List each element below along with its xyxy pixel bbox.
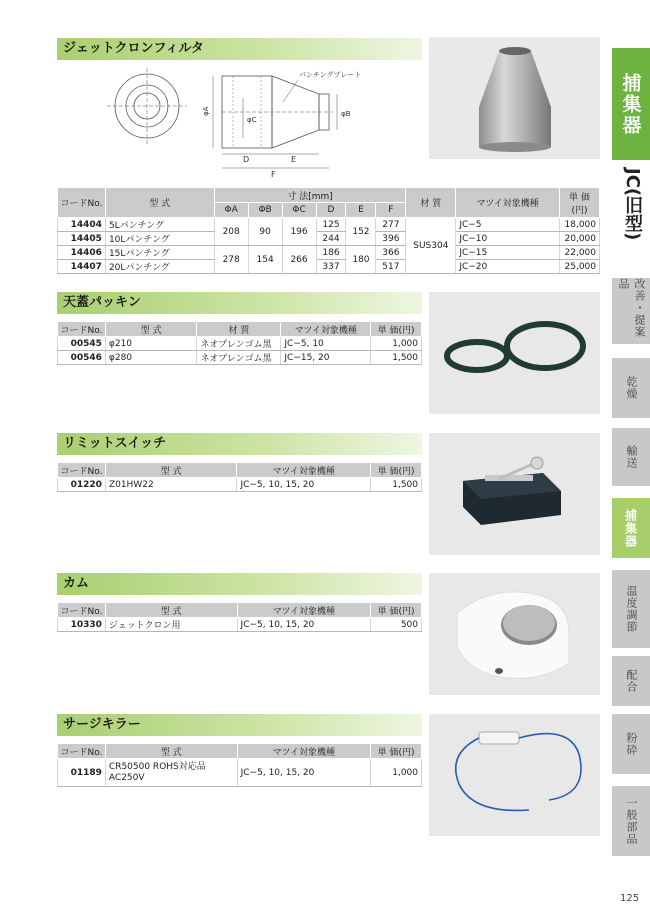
col-phi-c: ΦC [282,203,316,218]
machine-cell: JC−5, 10, 15, 20 [237,478,371,492]
table-row [58,218,600,232]
price-cell: 1,000 [371,759,422,787]
sidebar-tab-improvement[interactable]: 改善・提案品 [612,278,650,344]
e-cell: 180 [346,246,376,274]
code-cell: 00545 [58,337,106,351]
code-cell: 14404 [58,218,106,232]
phi-c-cell: 266 [282,246,316,274]
model-cell: φ210 [105,337,197,351]
material-cell: ネオプレンゴム黒 [197,337,281,351]
section-title-packing: 天蓋パッキン [57,292,422,314]
table-row [58,232,600,246]
dim-d: D [243,155,250,164]
machine-cell: JC−5, 10, 15, 20 [237,618,371,632]
f-cell: 396 [376,232,406,246]
col-model: 型 式 [105,744,237,759]
price-cell: 25,000 [559,260,599,274]
cam-table [57,602,422,632]
phi-a-cell: 278 [214,246,248,274]
col-price: 単 価(円) [371,603,422,618]
price-cell: 1,000 [371,337,422,351]
price-cell: 1,500 [371,351,422,365]
dim-b: φB [341,110,351,118]
d-cell: 337 [316,260,346,274]
col-phi-a: ΦA [214,203,248,218]
d-cell: 244 [316,232,346,246]
col-model: 型 式 [105,188,214,218]
phi-b-cell: 90 [248,218,282,246]
machine-cell: JC−15 [456,246,560,260]
dim-a: φA [202,106,210,116]
col-code: コードNo. [58,744,106,759]
col-machine: マツイ対象機種 [237,463,371,478]
col-code: コードNo. [58,322,106,337]
category-label: 捕集器 [619,72,642,136]
sidebar-tab-crushing[interactable]: 粉砕 [612,714,650,774]
dim-e: E [291,155,297,164]
packing-photo [429,292,600,414]
phi-a-cell: 208 [214,218,248,246]
table-row [58,260,600,274]
side-view [213,76,337,168]
model-cell: 15Lパンチング [105,246,214,260]
price-cell: 20,000 [559,232,599,246]
col-model: 型 式 [105,322,197,337]
code-cell: 01189 [58,759,106,787]
col-code: コードNo. [58,188,106,218]
surge-killer-photo [429,714,600,836]
col-price: 単 価(円) [559,188,599,218]
machine-cell: JC−5 [456,218,560,232]
dim-f: F [271,170,276,178]
table-row [58,246,600,260]
col-code: コードNo. [58,463,106,478]
machine-cell: JC−15, 20 [281,351,371,365]
col-phi-b: ΦB [248,203,282,218]
col-machine: マツイ対象機種 [456,188,560,218]
sidebar-tab-conveying[interactable]: 輸送 [612,428,650,486]
limit-switch-table [57,462,422,492]
table-row [58,759,422,787]
phi-b-cell: 154 [248,246,282,274]
page-number: 125 [620,893,640,904]
f-cell: 366 [376,246,406,260]
cam-photo [429,573,600,695]
code-cell: 14407 [58,260,106,274]
model-line-2: AC250V [108,772,145,783]
section-title-limit-switch: リミットスイッチ [57,433,422,455]
col-price: 単 価(円) [371,322,422,337]
col-model: 型 式 [105,463,237,478]
d-cell: 125 [316,218,346,232]
col-e: E [346,203,376,218]
dim-c: φC [247,116,257,124]
code-cell: 14405 [58,232,106,246]
col-code: コードNo. [58,603,106,618]
filter-drawing [105,62,370,178]
col-material: 材 質 [197,322,281,337]
price-cell: 18,000 [559,218,599,232]
code-cell: 10330 [58,618,106,632]
sidebar-tab-collector[interactable]: 捕集器 [612,498,650,558]
code-cell: 01220 [58,478,106,492]
e-cell: 152 [346,218,376,246]
col-price: 単 価(円) [371,744,422,759]
col-d: D [316,203,346,218]
surge-killer-table [57,743,422,787]
col-price: 単 価(円) [371,463,422,478]
phi-c-cell: 196 [282,218,316,246]
sidebar-tab-general-parts[interactable]: 一般部品 [612,786,650,856]
model-cell: 10Lパンチング [105,232,214,246]
category-tab-main [612,48,650,160]
sidebar-tab-drying[interactable]: 乾燥 [612,358,650,418]
model-cell: ジェットクロン用 [105,618,237,632]
price-cell: 500 [371,618,422,632]
col-model: 型 式 [105,603,237,618]
col-f: F [376,203,406,218]
section-title-filter: ジェットクロンフィルタ [57,38,422,60]
code-cell: 00546 [58,351,106,365]
f-cell: 517 [376,260,406,274]
punching-plate-label: パンチングプレート [299,71,362,79]
model-cell [105,759,237,787]
f-cell: 277 [376,218,406,232]
model-line-1: CR50500 ROHS対応品 [108,761,206,772]
model-cell: 5Lパンチング [105,218,214,232]
d-cell: 186 [316,246,346,260]
packing-table [57,321,422,365]
filter-table [57,187,600,274]
col-machine: マツイ対象機種 [237,603,371,618]
material-cell: SUS304 [406,218,456,274]
model-cell: φ280 [105,351,197,365]
price-cell: 1,500 [371,478,422,492]
col-material: 材 質 [406,188,456,218]
material-cell: ネオプレンゴム黒 [197,351,281,365]
limit-switch-photo [429,433,600,555]
section-title-surge-killer: サージキラー [57,714,422,736]
model-cell: Z01HW22 [105,478,237,492]
sidebar-tab-temperature[interactable]: 温度調節 [612,570,650,648]
code-cell: 14406 [58,246,106,260]
machine-cell: JC−5, 10 [281,337,371,351]
sidebar-tab-blending[interactable]: 配合 [612,656,650,706]
table-row [58,478,422,492]
machine-cell: JC−10 [456,232,560,246]
end-view [107,68,187,144]
machine-cell: JC−20 [456,260,560,274]
filter-photo [429,37,600,159]
col-machine: マツイ対象機種 [281,322,371,337]
col-machine: マツイ対象機種 [237,744,371,759]
series-label: JC(旧型) [622,168,643,241]
col-dims: 寸 法[mm] [214,188,406,203]
table-row [58,337,422,351]
machine-cell: JC−5, 10, 15, 20 [237,759,371,787]
table-row [58,351,422,365]
model-cell: 20Lパンチング [105,260,214,274]
price-cell: 22,000 [559,246,599,260]
table-row [58,618,422,632]
section-title-cam: カム [57,573,422,595]
